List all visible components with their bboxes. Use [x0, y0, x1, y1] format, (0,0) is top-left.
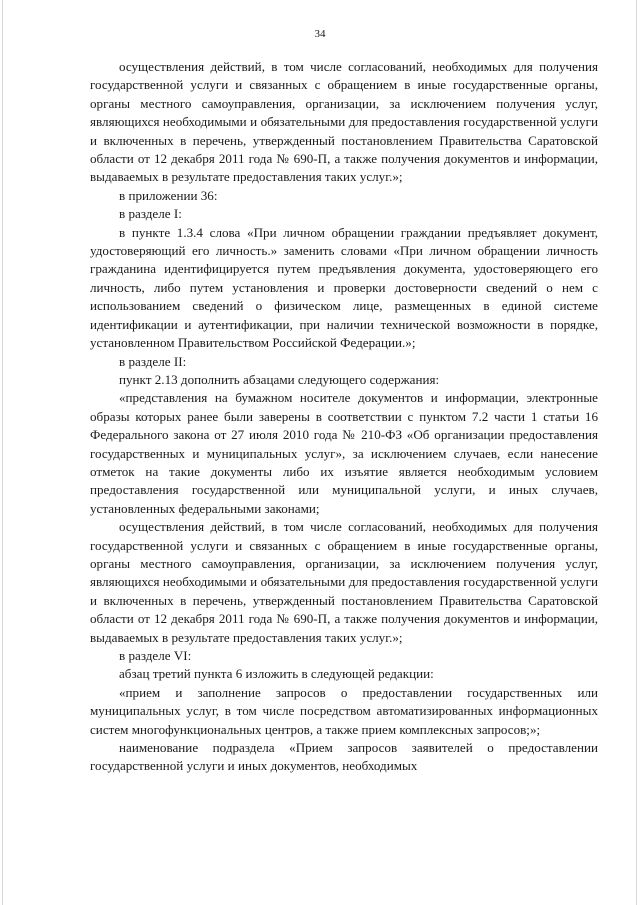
scan-edge-right: [636, 0, 637, 905]
paragraph: в приложении 36:: [119, 187, 218, 203]
paragraph: в разделе VI:: [119, 648, 192, 663]
paragraph: абзац третий пункта 6 изложить в следующей редакции:: [119, 666, 434, 682]
page-number: 34: [314, 28, 326, 40]
paragraph: осуществления действий, в том числе согласований, необходимых для получения государственной услуги и связанных с обращением в иные государственные органы, органы местного самоуправления, организации, за исключением получения услуг, являющихся необходимыми и обязательными для предоставления государственной услуги и включенных в перечень, утвержденный постановлением Правительства Саратовской области от 12 декабря 2011 года № 690-П, а также получения документов и информации, выдаваемых в результате предоставления таких услуг.»;: [90, 59, 598, 185]
paragraph: в разделе I:: [119, 206, 182, 222]
paragraph: осуществления действий, в том числе согласований, необходимых для получения государственной услуги и связанных с обращением в иные государственные органы, органы местного самоуправления, организации, за исключением получения услуг, являющихся необходимыми и обязательными для предоставления государственной услуги и включенных в перечень, утвержденный постановлением Правительства Саратовской области от 12 декабря 2011 года № 690-П, а также получения документов и информации, выдаваемых в результате предоставления таких услуг.»;: [90, 519, 598, 645]
paragraph: пункт 2.13 дополнить абзацами следующего содержания:: [119, 371, 440, 387]
scan-edge-left: [2, 0, 3, 905]
paragraph: в пункте 1.3.4 слова «При личном обращении граждании предъявляет документ, удостоверяющий его личность.» заменить словами «При личном обращении личность гражданина идентифицируется путем предъявления документа, удостоверяющего его личность, либо путем установления и проверки достоверности сведений о нем с использованием сведений о физическом лице, размещенных в единой системе идентификации и аутентификации, при наличии технической возможности в порядке, установленном Правительством Российской Федерации.»;: [90, 224, 598, 351]
document-body: [90, 58, 598, 776]
paragraph: наименование подраздела «Прием запросов заявителей о предоставлении государственной услуги и иных документов, необходимых: [90, 740, 598, 774]
paragraph: в разделе II:: [119, 353, 187, 369]
paragraph: «прием и заполнение запросов о предоставлении государственных или муниципальных услуг, в том числе посредством автоматизированных информационных систем многофункциональных центров, а также прием комплексных запросов;»;: [90, 684, 598, 737]
paragraph: «представления на бумажном носителе документов и информации, электронные образы которых ранее были заверены в соответствии с пунктом 7.2 части 1 статьи 16 Федерального закона от 27 июля 2010 года № 210-ФЗ «Об организации предоставления государственных и муниципальных услуг», за исключением случаев, если нанесение отметок на такие документы либо их изъятие является необходимым условием предоставления государственной или муниципальной услуги, и иных случаев, установленных федеральными законами;: [90, 390, 598, 516]
